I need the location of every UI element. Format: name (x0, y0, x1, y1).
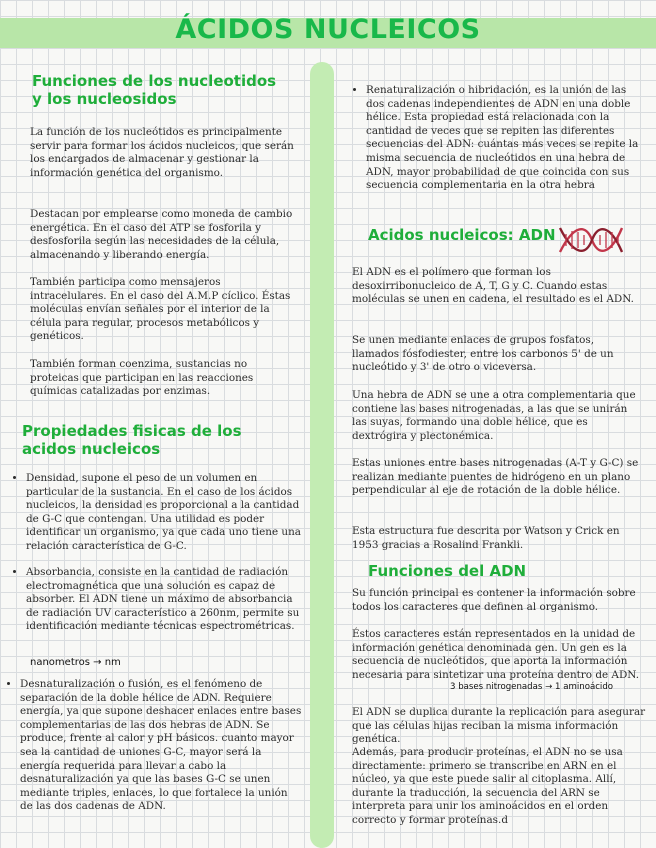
bullet-absorbancia: • Absorbancia, consiste en la cantidad de radiación electromagnética que una solución es capaz de absorber. El ADN tiene un máximo de absorbancia de radiación UV característico a 260nm, permite su identificación mediante técnicas espectrométricas. (26, 566, 302, 634)
dna-helix-icon (556, 220, 626, 260)
list-renaturalizacion (352, 84, 642, 193)
paragraph-mensajeros: También participa como mensajeros intracelulares. En el caso del A.M.P cíclico. Éstas moléculas envían señales por el interior de la célula para regular, procesos metabólicos y genéticos. (30, 276, 291, 343)
list-desnaturalizacion (6, 678, 302, 814)
paragraph-funcion: La función de los nucleótidos es principalmente servir para formar los ácidos nucleicos, que serán los encargados de almacenar y gestionar la información genética del organismo. (30, 126, 294, 179)
column-divider (310, 62, 334, 848)
paragraph-coenzima: También forman coenzima, sustancias no proteicas que participan en las reacciones químicas catalizadas por enzimas. (30, 358, 254, 398)
bullet-desnaturalizacion: • Desnaturalización o fusión, es el fenómeno de separación de la doble hélice de ADN. Requiere energía, ya que supone deshacer enlaces entre bases complementarias de las dos hebras de ADN. Se produce, frente al calor y pH básicos. cuanto mayor sea la cantidad de uniones G-C, mayor será la energía requerida para llevar a cabo la desnaturalización ya que las bases G-C se unen mediante triples, enlaces, lo que fortalece la unión de las dos cadenas de ADN. (20, 678, 302, 814)
list-propiedades (12, 472, 302, 554)
handwritten-note-nanometros: nanometros → nm (30, 657, 121, 668)
handwritten-note-bases: 3 bases nitrogenadas → 1 aminoácido (450, 682, 614, 692)
paragraph-moneda: Destacan por emplearse como moneda de cambio energética. En el caso del ATP se fosforila y desfosforila según las necesidades de la célula, almacenando y liberando energía. (30, 208, 293, 261)
heading-funciones-adn: Funciones del ADN (368, 562, 527, 580)
paragraph-enlaces: Se unen mediante enlaces de grupos fosfatos, llamados fósfodiester, entre los carbonos 5' de un nucleótido y 3' de otro o viceversa. (352, 334, 614, 374)
paragraph-replicacion: El ADN se duplica durante la replicación para asegurar que las células hijas reciban la misma información genética. (352, 706, 646, 746)
paragraph-funcion-principal: Su función principal es contener la información sobre todos los caracteres que definen al organismo. (352, 587, 636, 613)
heading-adn: Acidos nucleicos: ADN (368, 226, 556, 244)
paragraph-caracteres: Éstos caracteres están representados en la unidad de información genética denominada gen. Un gen es la secuencia de nucleótidos, que aporta la información necesaria para sintetizar una proteína dentro de ADN. (352, 628, 640, 681)
paragraph-uniones: Estas uniones entre bases nitrogenadas (A-T y G-C) se realizan mediante puentes de hidrógeno en un plano perpendicular al eje de rotación de la doble hélice. (352, 457, 639, 497)
heading-funciones-nucleotidos: Funciones de los nucleotidos y los nucleosidos (32, 72, 277, 108)
paragraph-hebra: Una hebra de ADN se une a otra complementaria que contiene las bases nitrogenadas, a las que se unirán las suyas, formando una doble hélice, que es dextrógira y plectonémica. (352, 389, 636, 442)
heading-propiedades: Propiedades fisicas de los acidos nucleicos (22, 422, 242, 458)
list-absorbancia (12, 566, 302, 634)
paragraph-watson-crick: Esta estructura fue descrita por Watson y Crick en 1953 gracias a Rosalind Frankli. (352, 525, 620, 551)
paragraph-proteinas: Además, para producir proteínas, el ADN no se usa directamente: primero se transcribe en ARN en el núcleo, ya que este puede salir al citoplasma. Allí, durante la traducción, la secuencia del ARN se interpreta para unir los aminoácidos en el orden correcto y formar proteínas.d (352, 746, 623, 826)
paragraph-adn-polimero: El ADN es el polímero que forman los desoxirribonucleico de A, T, G y C. Cuando estas moléculas se unen en cadena, el resultado es el ADN. (352, 266, 634, 306)
bullet-renaturalizacion: • Renaturalización o hibridación, es la unión de las dos cadenas independientes de ADN en una doble hélice. Esta propiedad está relacionada con la cantidad de veces que se repiten las diferentes secuencias del ADN: cuántas más veces se repite la misma secuencia de nucleótidos en una hebra de ADN, mayor probabilidad de que coincida con sus secuencia complementaria en la otra hebra (366, 84, 642, 193)
bullet-densidad: • Densidad, supone el peso de un volumen en particular de la sustancia. En el caso de los ácidos nucleicos, la densidad es proporcional a la cantidad de G-C que contengan. Una utilidad es poder identificar un organismo, ya que cada uno tiene una relación característica de G-C. (26, 472, 302, 554)
page-title: ÁCIDOS NUCLEICOS (175, 14, 481, 45)
